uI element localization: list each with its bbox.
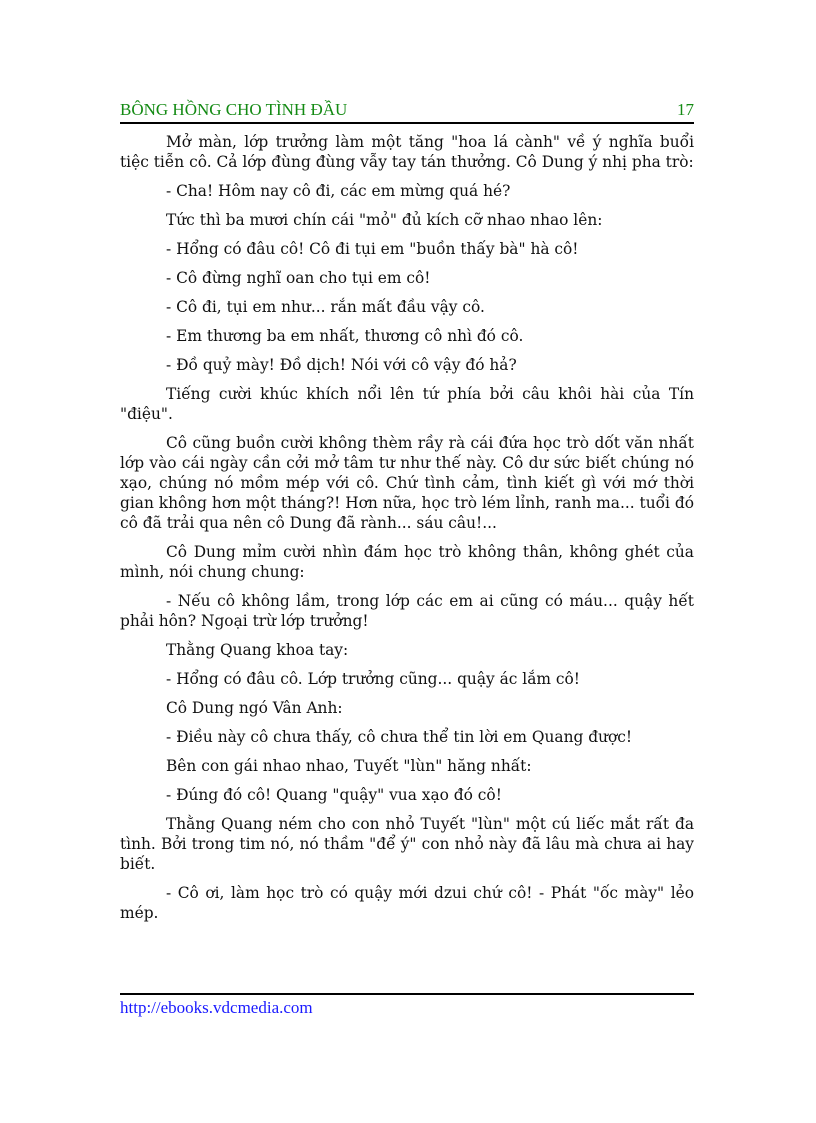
paragraph: Cô cũng buồn cười không thèm rầy rà cái đứa học trò dốt văn nhất lớp vào cái ngày cần cởi mở tâm tư như thế này. Cô dư sức biết chúng nó xạo, chúng nó mồm mép với cô. Chứ tình cảm, tình kiết gì với mớ thời gian không hơn một tháng?! Hơn nữa, học trò lém lỉnh, ranh ma... tuổi đó cô đã trải qua nên cô Dung đã rành... sáu câu!... xyxy=(120,434,694,532)
footer-link[interactable]: http://ebooks.vdcmedia.com xyxy=(120,998,313,1017)
paragraph: Cô Dung mỉm cười nhìn đám học trò không thân, không ghét của mình, nói chung chung: xyxy=(120,543,694,581)
paragraph: Tiếng cười khúc khích nổi lên tứ phía bởi câu khôi hài của Tín "điệu". xyxy=(120,385,694,423)
dialogue-line: - Hổng có đâu cô! Cô đi tụi em "buồn thấy bà" hà cô! xyxy=(166,240,579,258)
paragraph: Bên con gái nhao nhao, Tuyết "lùn" hăng nhất: xyxy=(166,757,532,775)
dialogue-line: - Cô đừng nghĩ oan cho tụi em cô! xyxy=(166,269,431,287)
paragraph: Thằng Quang khoa tay: xyxy=(166,641,349,659)
paragraph: Mở màn, lớp trưởng làm một tăng "hoa lá cành" về ý nghĩa buổi tiệc tiễn cô. Cả lớp đùng đùng vẫy tay tán thưởng. Cô Dung ý nhị pha trò: xyxy=(120,133,694,171)
paragraph: Cô Dung ngó Vân Anh: xyxy=(166,699,343,717)
paragraph: Tức thì ba mươi chín cái "mỏ" đủ kích cỡ nhao nhao lên: xyxy=(166,211,603,229)
dialogue-line: - Hổng có đâu cô. Lớp trưởng cũng... quậy ác lắm cô! xyxy=(166,670,580,688)
dialogue-line: - Cha! Hôm nay cô đi, các em mừng quá hé? xyxy=(166,182,511,200)
dialogue-line: - Cô đi, tụi em như... rắn mất đầu vậy cô. xyxy=(166,298,485,316)
dialogue-line: - Cô ơi, làm học trò có quậy mới dzui chứ cô! - Phát "ốc mày" lẻo mép. xyxy=(120,884,694,922)
dialogue-line: - Đúng đó cô! Quang "quậy" vua xạo đó cô! xyxy=(166,786,502,804)
dialogue-line: - Đồ quỷ mày! Đồ dịch! Nói với cô vậy đó hả? xyxy=(166,356,517,374)
page-footer xyxy=(120,993,694,1018)
body-text xyxy=(120,132,694,932)
dialogue-line: - Em thương ba em nhất, thương cô nhì đó cô. xyxy=(166,327,524,345)
dialogue-line: - Nếu cô không lầm, trong lớp các em ai cũng có máu... quậy hết phải hôn? Ngoại trừ lớp trưởng! xyxy=(120,592,694,630)
page-number: 17 xyxy=(677,100,694,119)
page-header xyxy=(120,100,694,124)
paragraph: Thằng Quang ném cho con nhỏ Tuyết "lùn" một cú liếc mắt rất đa tình. Bởi trong tim nó, nó thầm "để ý" con nhỏ này đã lâu mà chưa ai hay biết. xyxy=(120,815,694,873)
book-title: BÔNG HỒNG CHO TÌNH ĐẦU xyxy=(120,100,348,119)
dialogue-line: - Điều này cô chưa thấy, cô chưa thể tin lời em Quang được! xyxy=(166,728,633,746)
